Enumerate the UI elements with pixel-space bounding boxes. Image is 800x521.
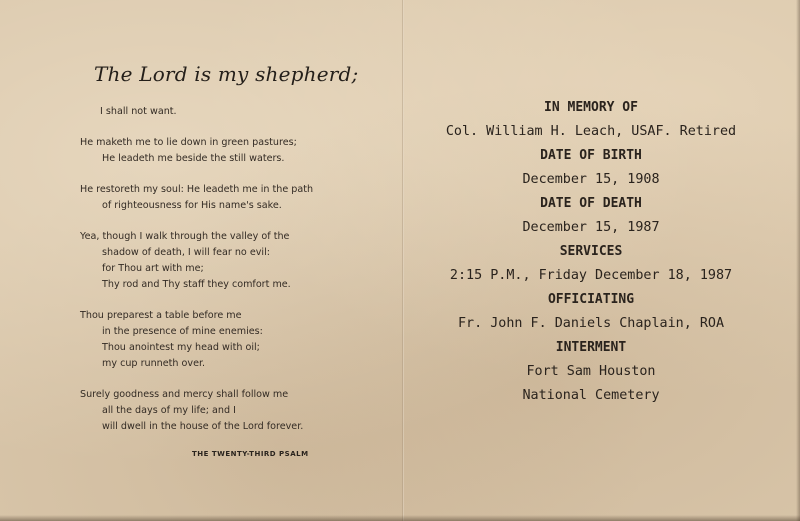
psalm-stanza xyxy=(80,104,380,120)
memorial-panel xyxy=(404,96,778,408)
psalm-stanza xyxy=(80,387,380,435)
death-label: DATE OF DEATH xyxy=(540,196,642,211)
psalm-stanza xyxy=(80,182,380,214)
psalm-line: my cup runneth over. xyxy=(102,358,206,369)
psalm-line: He restoreth my soul: He leadeth me in the path xyxy=(80,184,314,195)
card-right-edge xyxy=(796,0,800,521)
psalm-stanza xyxy=(80,135,380,167)
interment-place-line: Fort Sam Houston xyxy=(526,364,656,379)
birth-label: DATE OF BIRTH xyxy=(540,148,642,163)
officiating-label: OFFICIATING xyxy=(547,292,635,307)
psalm-line: Thou anointest my head with oil; xyxy=(102,342,260,353)
officiating-value: Fr. John F. Daniels Chaplain, ROA xyxy=(457,316,725,331)
psalm-line: of righteousness for His name's sake. xyxy=(102,200,282,211)
psalm-stanza xyxy=(80,229,380,293)
psalm-line: I shall not want. xyxy=(100,106,177,117)
psalm-line: will dwell in the house of the Lord forever. xyxy=(102,421,304,432)
psalm-line: He leadeth me beside the still waters. xyxy=(102,153,285,164)
psalm-line: He maketh me to lie down in green pastures; xyxy=(80,137,297,148)
psalm-line: shadow of death, I will fear no evil: xyxy=(102,247,270,258)
services-value: 2:15 P.M., Friday December 18, 1987 xyxy=(449,268,733,283)
psalm-panel xyxy=(80,62,380,458)
psalm-caption: THE TWENTY-THIRD PSALM xyxy=(192,450,309,458)
deceased-name: Col. William H. Leach, USAF. Retired xyxy=(445,124,737,139)
death-date: December 15, 1987 xyxy=(522,220,660,235)
psalm-line: Thy rod and Thy staff they comfort me. xyxy=(102,279,291,290)
birth-date: December 15, 1908 xyxy=(522,172,660,187)
card-bottom-edge xyxy=(0,515,800,521)
psalm-line: in the presence of mine enemies: xyxy=(102,326,263,337)
services-label: SERVICES xyxy=(559,244,623,259)
psalm-title: The Lord is my shepherd; xyxy=(94,62,359,86)
psalm-line: for Thou art with me; xyxy=(102,263,204,274)
psalm-line: Yea, though I walk through the valley of the xyxy=(80,231,290,242)
psalm-line: Thou preparest a table before me xyxy=(80,310,242,321)
interment-label: INTERMENT xyxy=(555,340,627,355)
psalm-line: all the days of my life; and I xyxy=(102,405,236,416)
in-memory-label: IN MEMORY OF xyxy=(544,100,638,115)
psalm-stanza xyxy=(80,308,380,372)
interment-place-line: National Cemetery xyxy=(522,388,660,403)
psalm-line: Surely goodness and mercy shall follow me xyxy=(80,389,289,400)
